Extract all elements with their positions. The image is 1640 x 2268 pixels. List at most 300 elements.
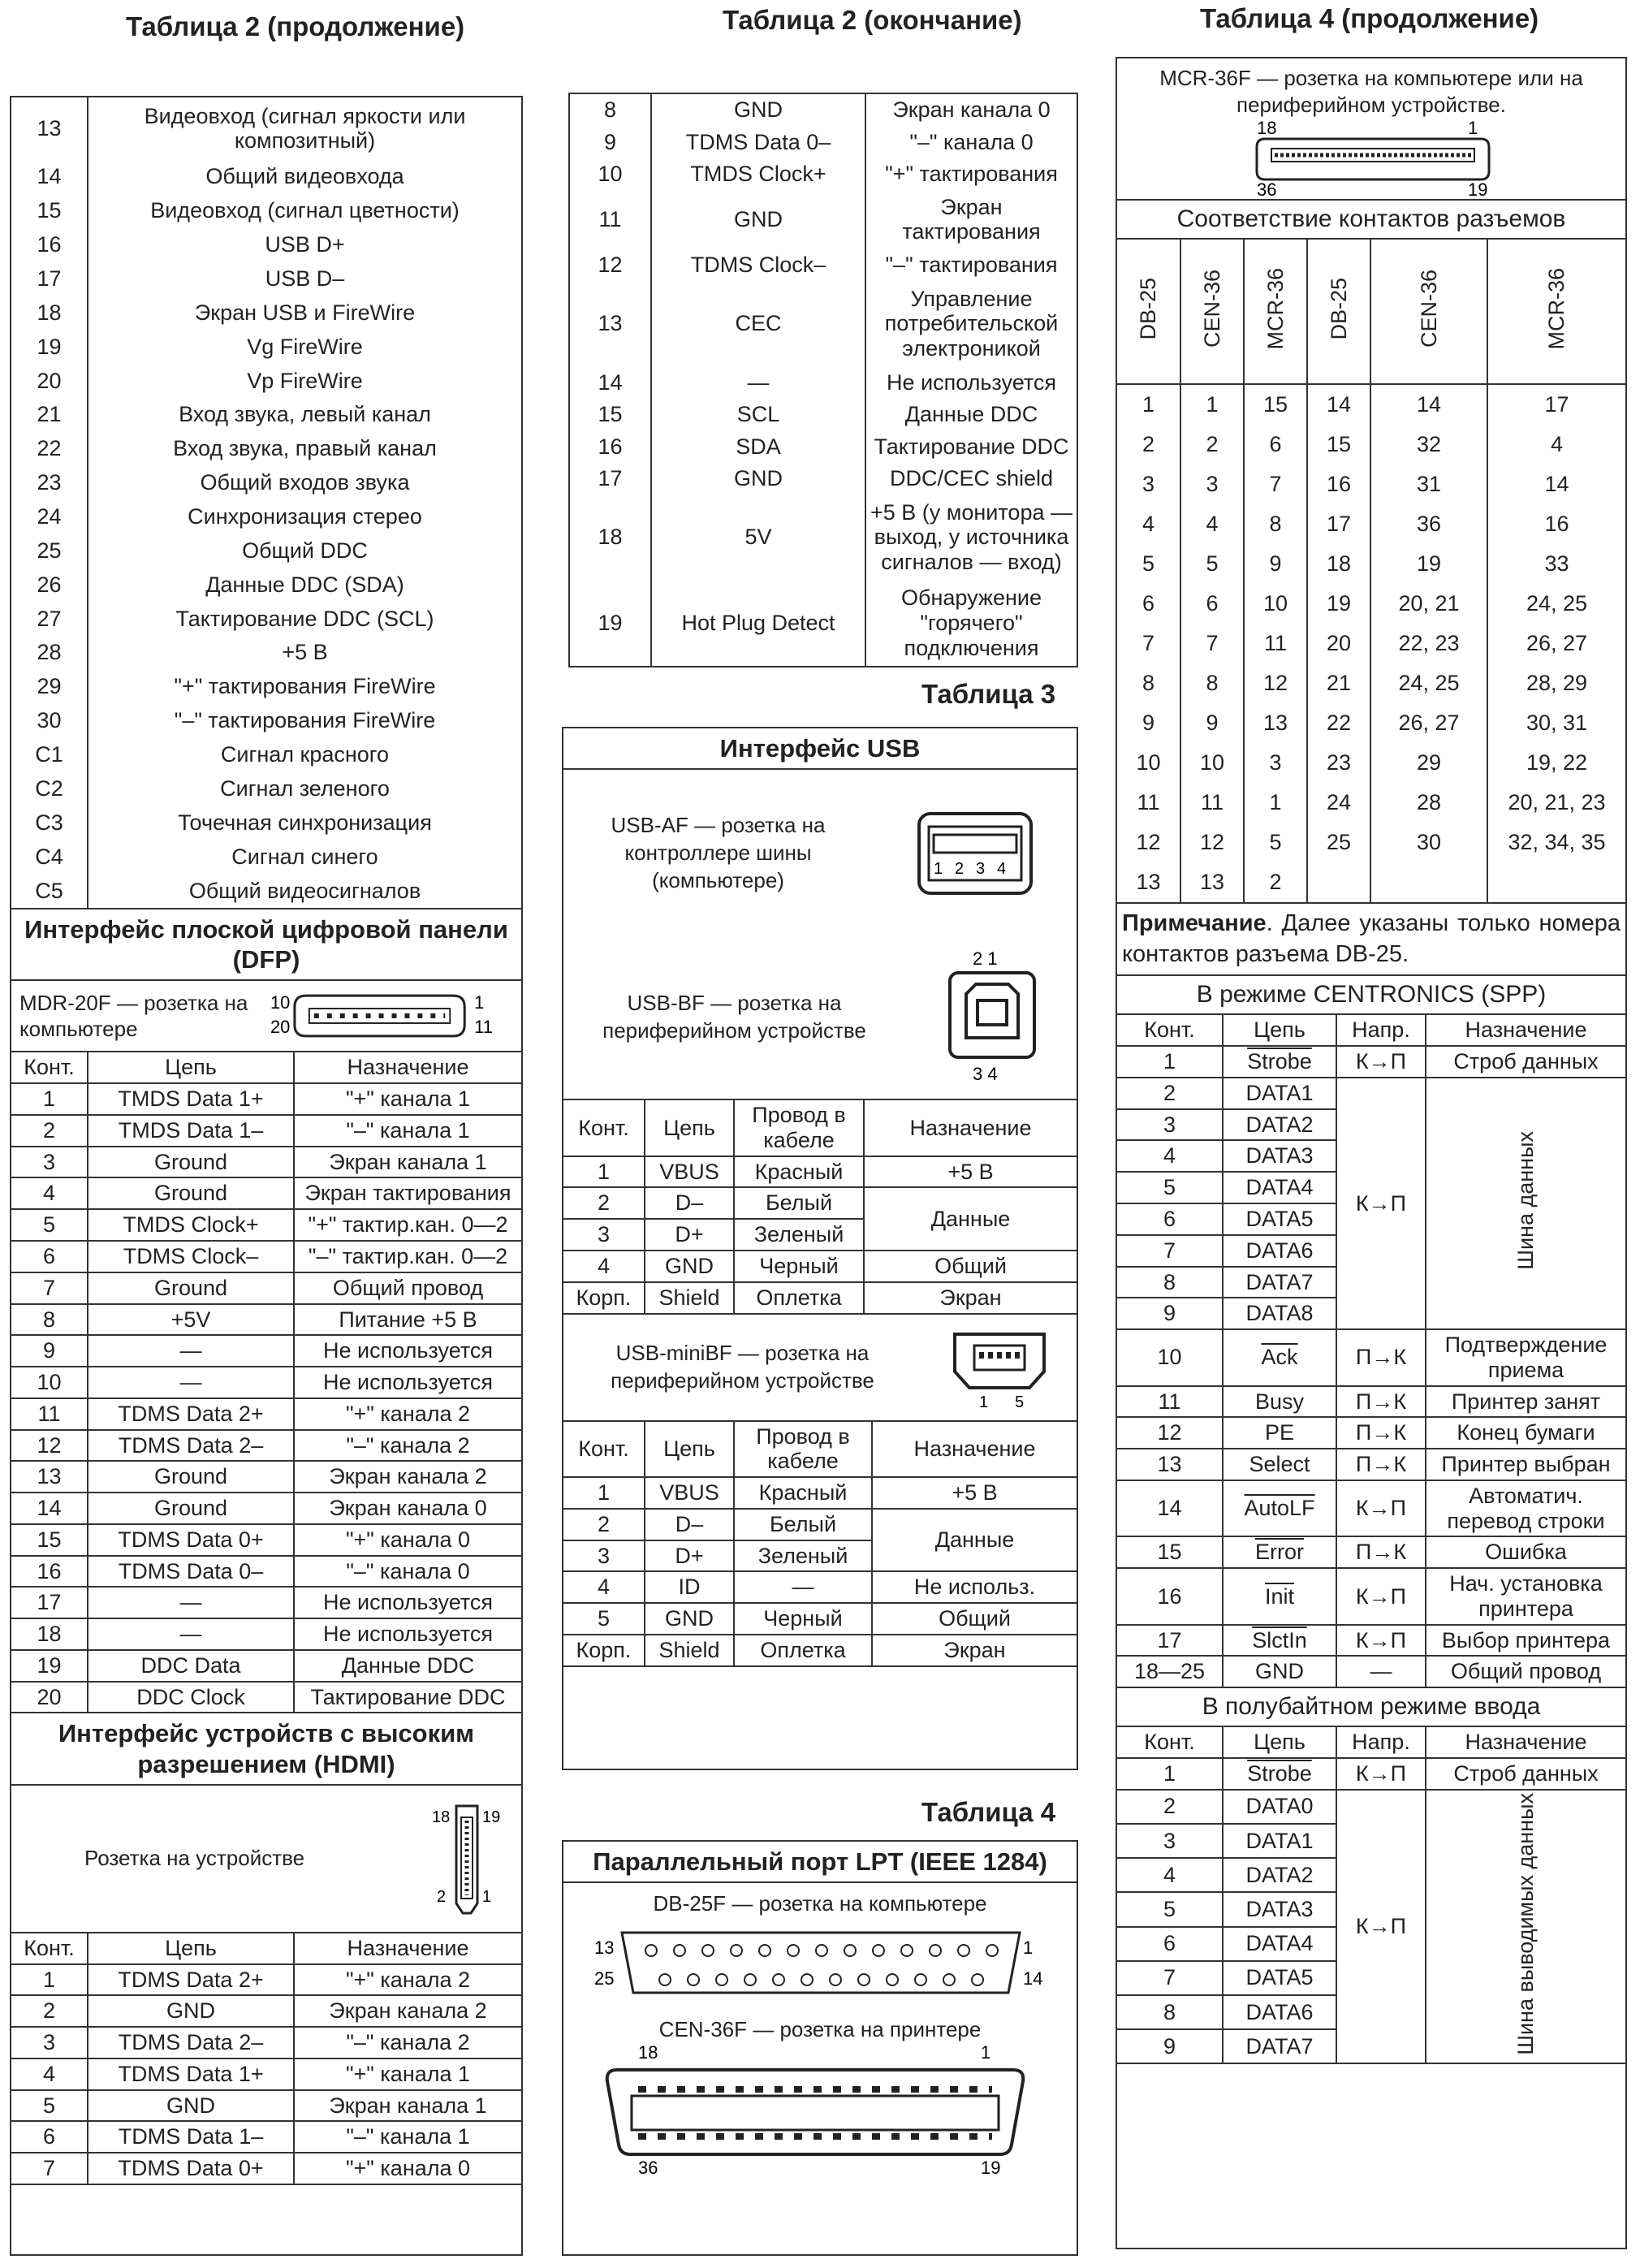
table-row [11,704,521,738]
pin-number: 13 [598,311,623,336]
pin-number: 6 [1117,1927,1223,1961]
pin-number: 7 [11,1272,88,1304]
table-row [11,1209,521,1241]
usb-table-2 [563,1422,1077,1667]
pin-number: 17 [1117,1625,1223,1657]
table-row [570,581,1077,666]
pin-number: 30, 31 [1526,711,1588,736]
pin-number: 20 [37,368,62,393]
pin-number: 30 [1370,823,1487,862]
pin-number: 19, 22 [1526,750,1588,775]
pin-function: Общий видеовхода [88,160,521,194]
pin-function: Обнаружение "горячего" подключения [865,581,1077,666]
pin-function: Общий входов звука [88,466,521,500]
correspondence-table [1117,240,1625,902]
pin-number: 29 [37,674,62,699]
table-row [1117,823,1625,862]
signal-name: GND [651,463,865,495]
table-row [1117,1046,1625,1078]
pin-function: Общий видеосигналов [88,874,521,908]
table-row [11,771,521,806]
pin-number: 32 [1370,425,1487,464]
svg-text:1: 1 [474,992,485,1013]
header-table3: Таблица 3 [921,679,1056,709]
table-row [1117,425,1625,464]
header-table2-cont: Таблица 2 (продолжение) [126,11,465,41]
direction: — [1336,1656,1426,1687]
cen36-label: CEN-36F — розетка на принтере [658,2017,982,2042]
column-header: Назначение [1426,1015,1625,1046]
wire-color: Черный [734,1603,872,1635]
pin-function: "+" канала 0 [294,1524,521,1556]
table-row [1117,1480,1625,1537]
hdmi-connector-icon [432,1798,505,1920]
signal-name: VBUS [645,1477,734,1509]
signal-name-text: Init [1264,1583,1295,1609]
pin-number: 1 [11,1083,88,1115]
pin-function: Данные [872,1509,1077,1572]
pin-number: C1 [35,742,63,767]
pin-function: +5 В [872,1477,1077,1509]
signal-name-text: DATA7 [1245,1269,1314,1294]
pin-number: 1 [1117,1046,1223,1078]
pin-number [1487,862,1625,902]
column-header: Цепь [1223,1015,1336,1046]
pin-number: 21 [1307,663,1370,703]
pin-function: Не используется [294,1618,521,1650]
pin-number: 5 [1117,1892,1223,1926]
svg-text:1: 1 [981,2042,991,2063]
signal-name: TDMS Data 0– [651,126,865,158]
signal-name: GND [88,1995,294,2027]
signal-name-text: Select [1249,1452,1310,1477]
pin-number: 1 [563,1477,645,1509]
pin-number: 6 [1244,425,1307,464]
table-row [1117,384,1625,425]
signal-name: ID [645,1571,734,1603]
pin-number: 4 [11,2058,88,2090]
pin-function: Экран USB и FireWire [88,296,521,330]
pin-number: 4 [1117,1140,1223,1172]
pin-function: Не используется [294,1587,521,1618]
pin-number: 3 [1117,464,1180,504]
direction: К→П [1336,1078,1426,1329]
usb-b-connector-icon [939,948,1044,1086]
signal-name [1223,1172,1336,1203]
signal-name: DDC Data [88,1650,294,1682]
table-row [11,2058,521,2090]
pin-function: Точечная синхронизация [88,806,521,840]
pin-number: 7 [1117,624,1180,663]
svg-text:19: 19 [981,2158,1001,2179]
table-row [11,670,521,704]
pin-number: 18 [11,1618,88,1650]
table-row [570,158,1077,190]
pin-number: 14 [1544,472,1569,497]
pin-function: Экран [872,1635,1077,1666]
table-row [11,160,521,194]
signal-name: — [88,1618,294,1650]
table-row [1117,1386,1625,1418]
pin-number: 14 [1370,384,1487,425]
pin-function: "+" тактирования FireWire [88,670,521,704]
pin-number: 30 [37,708,62,733]
pin-function: "+" канала 2 [294,1964,521,1996]
column-header [1487,240,1625,384]
dfp-title: Интерфейс плоской цифровой панели (DFP) [11,908,521,981]
signal-name-text: DATA4 [1245,1931,1314,1956]
pin-function: Общий провод [294,1272,521,1304]
signal-name: GND [645,1251,734,1282]
signal-name-text: GND [1255,1659,1304,1684]
svg-text:13: 13 [594,1938,615,1959]
wire-color: Черный [734,1251,864,1282]
table-row [11,296,521,330]
column-header-text: DB-25 [1326,277,1351,340]
pin-function: Строб данных [1426,1758,1625,1790]
pin-number: 19 [11,1650,88,1682]
pin-number: 28 [37,640,62,665]
pin-number: 4 [1117,504,1180,544]
table-row [1117,1536,1625,1568]
pin-function: "–" тактирования FireWire [88,704,521,738]
pin-number: 18 [37,300,62,325]
pin-number: 32, 34, 35 [1508,830,1606,855]
pin-number: 24, 25 [1526,591,1588,616]
wire-color: Зеленый [734,1540,872,1572]
table-row [1117,703,1625,743]
column-header: Конт. [1117,1727,1223,1758]
table-row [11,1115,521,1147]
column-header: Конт. [563,1099,645,1156]
column-header: Цепь [88,1052,294,1083]
column-header-text: DB-25 [1136,277,1161,340]
pin-function: "–" канала 2 [294,2027,521,2058]
table-row [11,1964,521,1996]
table-row [11,1335,521,1367]
pin-function: Vg FireWire [88,330,521,364]
signal-name [1223,1203,1336,1235]
pin-function: "+" канала 1 [294,1083,521,1115]
signal-name-text: DATA6 [1245,1999,1314,2024]
signal-name: TDMS Data 0– [88,1556,294,1588]
signal-name-text: DATA7 [1245,2033,1314,2058]
table-row [11,1083,521,1115]
pin-number: 9 [11,1335,88,1367]
svg-text:18: 18 [432,1808,451,1826]
pin-function: +5 В [88,636,521,670]
signal-name-text: DATA8 [1245,1301,1314,1326]
signal-name-text: DATA0 [1245,1794,1314,1819]
spp-title: В режиме CENTRONICS (SPP) [1117,976,1625,1015]
pin-number: 6 [11,2121,88,2153]
signal-name-text: DATA2 [1245,1862,1314,1887]
pin-number: 13 [37,116,62,141]
direction: К→П [1336,1790,1426,2064]
column-header-text: CEN-36 [1199,270,1224,348]
direction: К→П [1336,1568,1426,1625]
table-row [1117,504,1625,544]
lpt-box [562,1840,1078,2256]
table-row [563,1571,1077,1603]
table-row [11,1367,521,1398]
column-header: Цепь [645,1422,734,1478]
table-row [11,398,521,432]
hdmi-connector-label: Розетка на устройстве [84,1846,305,1871]
signal-name: GND [651,190,865,248]
pin-number: 28, 29 [1526,671,1588,696]
wire-color: Красный [734,1156,864,1188]
signal-name [1223,1140,1336,1172]
pin-number: 15 [1244,384,1307,425]
hdmi-table [11,1933,521,2185]
column-header: Напр. [1336,1727,1426,1758]
column-header [1370,240,1487,384]
table2-continued [11,97,521,908]
signal-name [1223,1449,1336,1480]
usb-box [562,727,1078,1770]
pin-function: Данные [864,1187,1077,1251]
table-row [1117,1449,1625,1480]
pin-function: Тактирование DDC [294,1682,521,1713]
corr-title: Соответствие контактов разъемов [1117,199,1625,240]
pin-function: Экран канала 1 [294,1147,521,1178]
pin-number: 2 [1117,1078,1223,1109]
svg-text:14: 14 [1023,1968,1043,1989]
pin-number: 6 [1180,584,1244,624]
svg-text:36: 36 [1257,179,1277,199]
table-row [11,1147,521,1178]
pin-number: 11 [1244,624,1307,663]
data-bus-text: Шина выводимых данных [1513,1792,1539,2055]
pin-function: Данные DDC [865,399,1077,430]
table-row [11,1241,521,1272]
note-bold: Примечание [1122,910,1267,936]
pin-function: Экран канала 2 [294,1995,521,2027]
pin-number: 3 [1244,743,1307,783]
signal-name: TMDS Clock+ [651,158,865,190]
pin-function: "+" канала 2 [294,1398,521,1430]
pin-function: Не использ. [872,1571,1077,1603]
pin-number: 8 [1180,663,1244,703]
signal-name-text: DATA2 [1245,1112,1314,1137]
direction: П→К [1336,1329,1426,1386]
pin-function: Управление потребительской электроникой [865,281,1077,366]
signal-name: GND [645,1603,734,1635]
signal-name: TDMS Data 2– [88,1430,294,1462]
signal-name-text: Error [1255,1540,1304,1565]
header-table4-cont: Таблица 4 (продолжение) [1200,3,1539,33]
signal-name [1223,1892,1336,1926]
svg-text:1: 1 [933,859,943,878]
signal-name [1223,1235,1336,1267]
pin-function: Экран канала 2 [294,1461,521,1493]
hdmi-title: Интерфейс устройств с высоким разрешением (HDMI) [11,1713,521,1785]
column-header: Провод в кабеле [734,1422,872,1478]
pin-function: Вход звука, правый канал [88,432,521,466]
pin-number: 5 [1180,544,1244,584]
table-row [563,1187,1077,1219]
pin-number: 7 [1180,624,1244,663]
signal-name: GND [651,94,865,126]
table-row [11,1650,521,1682]
column-header: Конт. [11,1052,88,1083]
table-row [1117,624,1625,663]
pin-number: 12 [1244,663,1307,703]
data-bus-label [1426,1078,1625,1329]
pin-number: 8 [1244,504,1307,544]
pin-function: +5 В [864,1156,1077,1188]
signal-name-text: $\overline{Ack}$ [1261,1345,1298,1370]
signal-name: TDMS Data 1+ [88,2058,294,2090]
pin-number: 9 [1117,1298,1223,1329]
column-header: Назначение [864,1099,1077,1156]
pin-number: 9 [1244,544,1307,584]
pin-function: "–" канала 1 [294,1115,521,1147]
pin-function: "–" тактирования [865,249,1077,281]
signal-name [1223,1625,1336,1657]
table-row [11,432,521,466]
pin-number: Корп. [563,1635,645,1666]
wire-color: Оплетка [734,1635,872,1666]
column-header-text: MCR-36 [1262,267,1288,350]
signal-name [1223,1568,1336,1625]
signal-name [1223,1109,1336,1141]
pin-number: 5 [563,1603,645,1635]
pin-number: 26, 27 [1526,631,1588,656]
pin-function: "–" канала 1 [294,2121,521,2153]
signal-name: GND [88,2090,294,2122]
pin-number: 2 [11,1115,88,1147]
wire-color: Белый [734,1509,872,1540]
usb-table-1 [563,1099,1077,1314]
signal-name: TDMS Data 1– [88,2121,294,2153]
column-header-text: MCR-36 [1544,267,1569,350]
hdmi-connector-row [11,1786,521,1933]
table-row [11,1461,521,1493]
pin-number: 2 [11,1995,88,2027]
usb-af-row [563,770,1077,936]
signal-name-text: Busy [1254,1389,1305,1414]
pin-number: 11 [1117,1386,1223,1418]
signal-name: TDMS Data 0+ [88,1524,294,1556]
pin-number: 25 [37,538,62,563]
table-row [11,1493,521,1524]
column-header: Напр. [1336,1015,1426,1046]
pin-number: 2 [563,1187,645,1219]
pin-number: 3 [1117,1824,1223,1858]
signal-name [1223,1858,1336,1892]
pin-function: Данные DDC [294,1650,521,1682]
pin-number: 16 [598,434,623,459]
svg-text:1: 1 [1468,118,1478,138]
mdr20-connector-icon [270,987,513,1044]
table-row [1117,1568,1625,1625]
pin-number: 20 [1307,624,1370,663]
pin-number: 26, 27 [1370,703,1487,743]
pin-function: Экран [864,1282,1077,1314]
signal-name-text: DATA3 [1245,1143,1314,1169]
pin-number: 8 [11,1304,88,1336]
pin-function: Общий [872,1603,1077,1635]
pin-function: Экран канала 0 [294,1493,521,1524]
pin-function: "–" канала 2 [294,1430,521,1462]
dfp-connector-row [11,981,521,1052]
table-row [1117,1417,1625,1449]
usb-mini-label: USB-miniBF — розетка на периферийном устройстве [611,1340,874,1393]
table2-end-box [568,93,1078,667]
pin-function: "+" тактирования [865,158,1077,190]
pin-number: 23 [1307,743,1370,783]
pin-function: Тактирование DDC (SCL) [88,602,521,636]
column-header [1307,240,1370,384]
header-table4: Таблица 4 [921,1797,1056,1827]
svg-text:10: 10 [270,992,291,1013]
pin-number: 18—25 [1117,1656,1223,1687]
signal-name: 5V [651,495,865,580]
pin-number: 4 [563,1571,645,1603]
pin-number: 16 [1544,512,1569,537]
table-row [1117,783,1625,823]
pin-function: Ошибка [1426,1536,1625,1568]
pin-number: 7 [1117,1961,1223,1995]
table-row [11,228,521,262]
column-header: Конт. [11,1933,88,1964]
table-row [11,602,521,636]
table-row [1117,1078,1625,1109]
pin-number: 3 [11,1147,88,1178]
column-header: Конт. [1117,1015,1223,1046]
signal-name: D+ [645,1540,734,1572]
pin-number: 16 [1117,1568,1223,1625]
signal-name: TMDS Data 1– [88,1115,294,1147]
pin-number: 13 [11,1461,88,1493]
signal-name: TDMS Clock– [88,1241,294,1272]
dfp-table [11,1052,521,1713]
column-header: Провод в кабеле [734,1099,864,1156]
signal-name [1223,1329,1336,1386]
lpt-title: Параллельный порт LPT (IEEE 1284) [563,1842,1077,1883]
pin-function: "+" тактир.кан. 0—2 [294,1209,521,1241]
column-header: Назначение [1426,1727,1625,1758]
signal-name: TDMS Data 0+ [88,2153,294,2184]
svg-text:36: 36 [638,2158,658,2179]
svg-text:19: 19 [1468,179,1488,199]
pin-number: 17 [1307,504,1370,544]
pin-number: 19 [598,610,623,635]
table-row [11,738,521,772]
pin-number: 8 [1117,1995,1223,2029]
pin-number: 24 [37,504,62,529]
usb-bf-label: USB-BF — розетка на периферийном устройстве [602,991,866,1043]
pin-number: 33 [1544,551,1569,577]
signal-name: TDMS Data 2+ [88,1398,294,1430]
table-row [11,1177,521,1209]
pin-number: 1 [1180,384,1244,425]
pin-number: 12 [1117,823,1180,862]
column3-box [1116,57,1627,2249]
pin-number: 2 [1180,425,1244,464]
direction: П→К [1336,1536,1426,1568]
signal-name [1223,1046,1336,1078]
signal-name: D– [645,1509,734,1540]
pin-number: 3 [1180,464,1244,504]
pin-number: 10 [1180,743,1244,783]
spp-table [1117,1015,1625,1688]
pin-number: 17 [37,266,62,292]
pin-function: Экран тактирования [865,190,1077,248]
pin-function: Общий провод [1426,1656,1625,1687]
